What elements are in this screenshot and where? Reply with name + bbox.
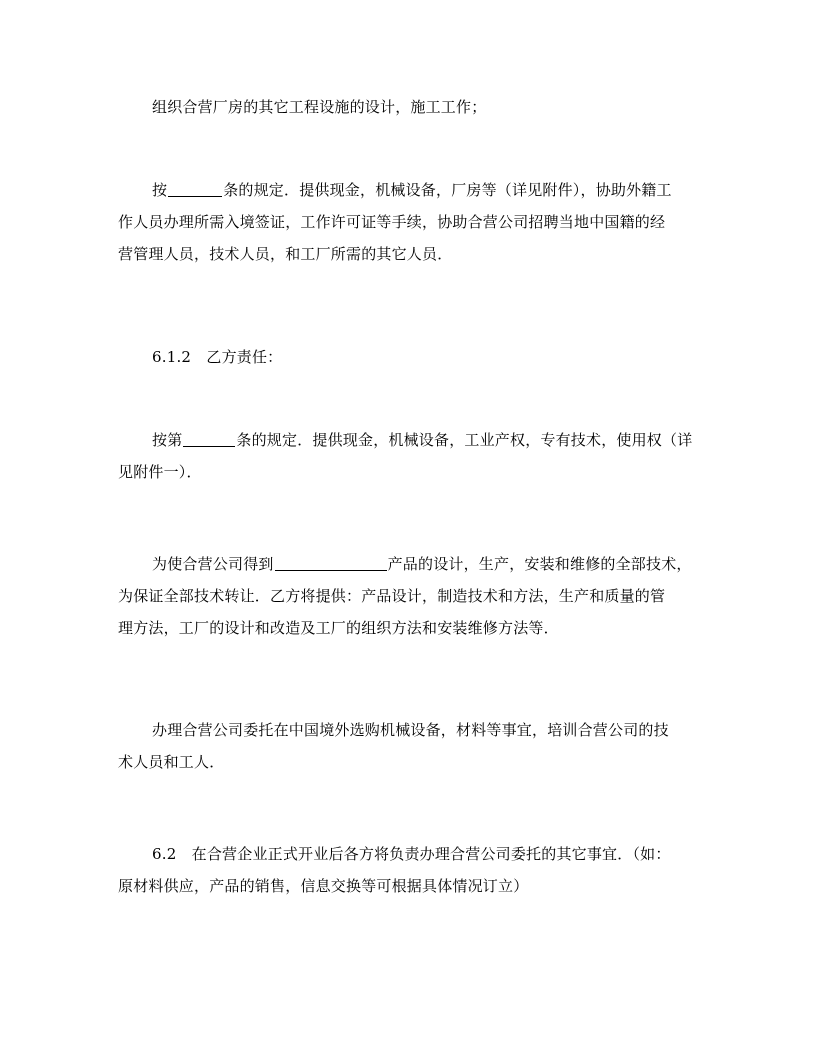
text-fragment: 为使合营公司得到 xyxy=(152,555,274,573)
text-fragment: 产品的设计，生产，安装和维修的全部技术， xyxy=(387,555,692,573)
text-line: 办理合营公司委托在中国境外选购机械设备，材料等事宜，培训合营公司的技 xyxy=(152,721,669,739)
paragraph-party-b-contribution xyxy=(118,424,698,488)
section-6-2 xyxy=(118,838,698,902)
text-fragment: 条的规定．提供现金，机械设备，厂房等（详见附件），协助外籍工 xyxy=(223,181,672,199)
section-heading-6-1-2 xyxy=(118,341,698,373)
text-line xyxy=(118,424,698,456)
fill-in-blank xyxy=(168,178,222,197)
text-line: 原材料供应，产品的销售，信息交换等可根据具体情况订立） xyxy=(118,877,529,895)
text-line xyxy=(118,548,698,580)
paragraph-technology-transfer xyxy=(118,548,698,644)
fill-in-blank xyxy=(183,428,235,447)
fill-in-blank xyxy=(275,552,387,571)
text-line: 为保证全部技术转让．乙方将提供：产品设计，制造技术和方法，生产和质量的管 xyxy=(118,587,666,605)
text-line: 组织合营厂房的其它工程设施的设计，施工工作； xyxy=(152,98,487,116)
text-fragment: 条的规定．提供现金，机械设备，工业产权，专有技术，使用权（详 xyxy=(236,431,693,449)
text-line: 作人员办理所需入境签证，工作许可证等手续，协助合营公司招聘当地中国籍的经 xyxy=(118,213,666,231)
text-line: 营管理人员，技术人员，和工厂所需的其它人员． xyxy=(118,245,453,263)
text-line xyxy=(118,174,698,206)
paragraph-procurement-training xyxy=(118,714,698,778)
text-fragment: 按第 xyxy=(152,431,183,449)
text-fragment: 按 xyxy=(152,181,168,199)
paragraph-party-a-duties xyxy=(118,174,698,270)
text-line: 理方法，工厂的设计和改造及工厂的组织方法和安装维修方法等． xyxy=(118,619,559,637)
text-line: 6.1.2 乙方责任： xyxy=(152,348,283,366)
text-line: 术人员和工人． xyxy=(118,753,225,771)
text-line: 见附件一）． xyxy=(118,463,202,481)
paragraph-factory-design xyxy=(118,91,698,123)
text-line: 6.2 在合营企业正式开业后各方将负责办理合营公司委托的其它事宜．（如： xyxy=(152,845,671,863)
